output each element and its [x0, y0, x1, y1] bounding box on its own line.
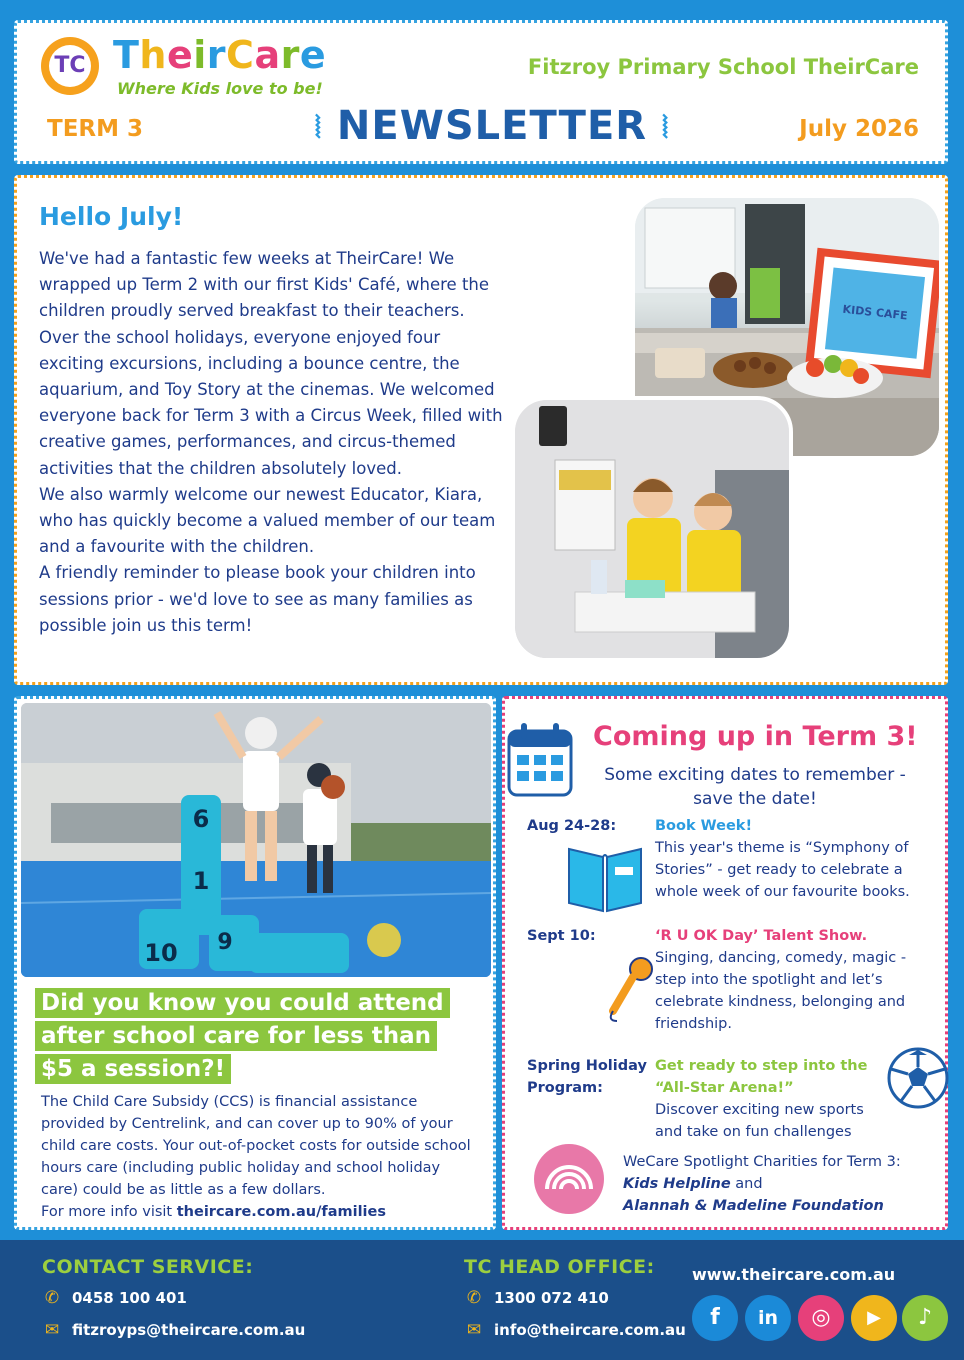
- book-icon: [563, 839, 647, 915]
- brand-letter: T: [113, 33, 140, 77]
- charity-name: Alannah & Madeline Foundation: [623, 1198, 884, 1214]
- event-text: Discover exciting new sports and take on fun challenges: [655, 1102, 864, 1140]
- ccs-heading: [35, 987, 453, 1086]
- intro-body: [39, 246, 509, 639]
- event-text: This year's theme is “Symphony of Stories” - get ready to celebrate a whole week of our favourite books.: [655, 840, 910, 900]
- email-icon: ✉: [466, 1320, 482, 1340]
- newsletter-title-text: NEWSLETTER: [336, 103, 648, 149]
- youtube-glyph: ▶: [867, 1307, 881, 1328]
- ccs-body-text: The Child Care Subsidy (CCS) is financial assistance provided by Centrelink, and can cover up to 90% of your child care costs. Your out-of-pocket costs for outside school hours care (including public holiday and school holiday care) could be as little as a few dollars.: [41, 1094, 471, 1198]
- intro-section: [14, 175, 948, 685]
- office-email[interactable]: [464, 1320, 686, 1340]
- linkedin-glyph: in: [757, 1307, 779, 1329]
- pin-number: 9: [217, 930, 233, 955]
- brand-letter: i: [193, 33, 207, 77]
- brand-letter: e: [299, 33, 327, 77]
- ccs-more-prefix: For more info visit: [41, 1204, 177, 1220]
- email-icon: ✉: [44, 1320, 60, 1340]
- brand-tagline: Where Kids love to be!: [117, 79, 323, 98]
- ccs-heading-line: Did you know you could attend: [35, 988, 450, 1018]
- office-phone-text: 1300 072 410: [494, 1289, 609, 1307]
- coming-up-subheading: Some exciting dates to remember - save the date!: [604, 765, 906, 809]
- coming-up-section: [502, 696, 948, 1230]
- office-phone[interactable]: [464, 1288, 609, 1308]
- newsletter-header: [14, 20, 948, 164]
- pin-number: 6: [192, 805, 210, 833]
- wecare-rainbow-icon: [533, 1143, 605, 1215]
- phone-icon: ✆: [466, 1288, 482, 1308]
- newsletter-title: [297, 103, 687, 149]
- brand-letter: a: [254, 33, 281, 77]
- event-title: ‘R U OK Day’ Talent Show.: [655, 928, 868, 944]
- contact-email-text: fitzroyps@theircare.com.au: [72, 1321, 306, 1339]
- phone-icon: ✆: [44, 1288, 60, 1308]
- contact-service-heading: CONTACT SERVICE:: [42, 1256, 254, 1278]
- youtube-icon[interactable]: [851, 1295, 897, 1341]
- brand-letter: e: [166, 33, 194, 77]
- microphone-icon: [605, 955, 655, 1025]
- ccs-more-info: [41, 1201, 481, 1223]
- kids-cafe-sign: KIDS CAFE: [841, 302, 909, 323]
- event-title: Book Week!: [655, 818, 753, 834]
- soccer-ball-icon: [887, 1047, 949, 1109]
- pin-number: 1: [192, 867, 210, 895]
- coming-up-heading: Coming up in Term 3!: [593, 721, 918, 752]
- child-care-subsidy-section: [14, 696, 496, 1230]
- kids-playing-sport-photo: [21, 703, 491, 977]
- pin-number: 10: [144, 939, 178, 967]
- head-office-heading: TC HEAD OFFICE:: [464, 1256, 655, 1278]
- ccs-heading-line: after school care for less than: [35, 1021, 437, 1051]
- term-label: TERM 3: [47, 116, 144, 142]
- charity-intro: WeCare Spotlight Charities for Term 3:: [623, 1154, 901, 1170]
- sparkle-right-icon: ⦚: [662, 110, 670, 146]
- charity-and: and: [730, 1176, 763, 1192]
- theircare-logo-icon: [41, 37, 99, 95]
- intro-paragraph: We've had a fantastic few weeks at TheirCare! We wrapped up Term 2 with our first Kids' Café, where the children proudly served breakfast to their teachers. Over the school holidays, everyone enjoyed four exciting excursions, including a bounce centre, the aquarium, and Toy Story at the cinemas. We welcomed everyone back for Term 3 with a Circus Week, filled with creative games, performances, and circus-themed activities that the children absolutely loved.: [39, 249, 503, 478]
- charity-spotlight: [623, 1151, 933, 1217]
- event-text: Singing, dancing, comedy, magic - step into the spotlight and let’s celebrate kindness, belonging and friendship.: [655, 950, 907, 1032]
- ccs-heading-line: $5 a session?!: [35, 1054, 231, 1084]
- facebook-icon[interactable]: [692, 1295, 738, 1341]
- tiktok-icon[interactable]: [902, 1295, 948, 1341]
- facebook-glyph: f: [710, 1305, 720, 1330]
- families-link[interactable]: theircare.com.au/families: [176, 1204, 386, 1220]
- website-link[interactable]: www.theircare.com.au: [692, 1265, 896, 1284]
- instagram-glyph: ◎: [811, 1305, 831, 1330]
- contact-phone-text: 0458 100 401: [72, 1289, 187, 1307]
- ccs-body: [41, 1091, 481, 1223]
- intro-heading: Hello July!: [39, 202, 184, 231]
- issue-date: July 2026: [799, 116, 919, 142]
- contact-phone[interactable]: [42, 1288, 187, 1308]
- footer: [0, 1240, 964, 1360]
- intro-paragraph: A friendly reminder to please book your children into sessions prior - we'd love to see as many families as possible join us this term!: [39, 563, 476, 635]
- brand-letter: r: [280, 33, 300, 77]
- sparkle-left-icon: ⦚: [314, 110, 322, 146]
- tiktok-glyph: ♪: [917, 1305, 933, 1330]
- school-name: Fitzroy Primary School TheirCare: [527, 55, 919, 79]
- brand-name: [113, 33, 326, 77]
- logo-initials: TC: [49, 45, 91, 87]
- event-title: Get ready to step into the “All-Star Arena!”: [655, 1058, 868, 1096]
- kids-cafe-students-photo: [511, 396, 793, 662]
- brand-letter: h: [139, 33, 167, 77]
- brand-letter: r: [206, 33, 227, 77]
- event-date: Spring Holiday Program:: [527, 1058, 647, 1096]
- instagram-icon[interactable]: [798, 1295, 844, 1341]
- charity-name: Kids Helpline: [623, 1176, 731, 1192]
- contact-email[interactable]: [42, 1320, 305, 1340]
- event-date: Aug 24-28:: [527, 818, 617, 834]
- calendar-icon: [505, 719, 577, 803]
- event-date: Sept 10:: [527, 928, 596, 944]
- brand-letter: C: [226, 33, 255, 77]
- office-email-text: info@theircare.com.au: [494, 1321, 686, 1339]
- linkedin-icon[interactable]: [745, 1295, 791, 1341]
- intro-paragraph: We also warmly welcome our newest Educator, Kiara, who has quickly become a valued member of our team and a favourite with the children.: [39, 484, 496, 557]
